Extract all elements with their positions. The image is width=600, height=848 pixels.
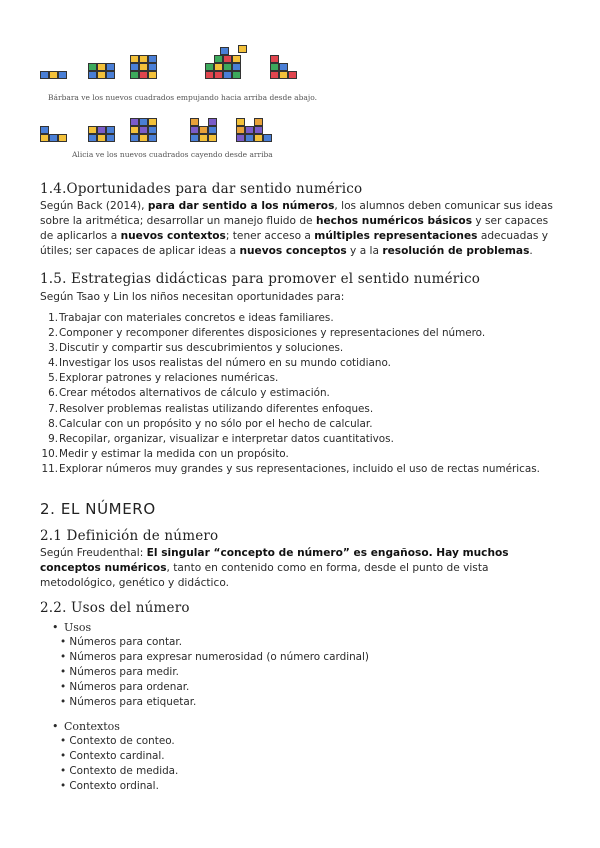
square [208,118,217,126]
square [139,126,148,134]
square [245,134,254,142]
text-span: y a la [346,245,383,257]
square [270,63,279,71]
item-text: Trabajar con materiales concretos e ideas familiares. [59,312,334,324]
item-number: 4. [48,357,58,370]
square [254,134,263,142]
item-text: Discutir y compartir sus descubrimientos y soluciones. [59,342,344,355]
square [106,71,115,79]
square [245,126,254,134]
square [236,126,245,134]
strategies-list [40,311,540,477]
item-number: 8. [48,417,58,430]
list-item: • Números para medir. [60,666,179,678]
square [139,71,148,79]
square [97,63,106,71]
square [130,126,139,134]
square [97,71,106,79]
section-1-4-heading: 1.4.Oportunidades para dar sentido numérico [40,181,363,197]
square [49,71,58,79]
item-number: 10. [41,447,58,460]
square [40,71,49,79]
text-span: Según Freudenthal: [40,547,147,559]
square [148,55,157,63]
text-span: , tanto en contenido como en forma, desde el punto de vista metodológico, genético y didáctico. [40,562,489,589]
list-item [40,447,540,462]
square [88,71,97,79]
item-text: Crear métodos alternativos de cálculo y estimación. [59,387,330,400]
square [232,55,241,63]
square [205,63,214,71]
square [97,134,106,142]
square [220,47,229,55]
square [223,55,232,63]
square [288,71,297,79]
list-item: • Contexto de medida. [60,765,179,777]
square [208,126,217,134]
square [58,134,67,142]
item-number: 6. [48,387,58,400]
bold-span: nuevos conceptos [239,245,347,257]
square [106,134,115,142]
item-text: Resolver problemas realistas utilizando diferentes enfoques. [59,402,374,415]
square [148,134,157,142]
list-item [40,432,540,447]
list-item [40,311,540,326]
item-text: Explorar números muy grandes y sus representaciones, incluido el uso de rectas numéricas. [59,462,540,475]
square [254,126,263,134]
item-number: 11. [41,462,58,475]
square [148,118,157,126]
bold-span: hechos numéricos básicos [315,215,473,227]
section-1-5-intro: Según Tsao y Lin los niños necesitan oportunidades para: [40,291,345,303]
list-item [40,462,540,477]
text-span: y ser capaces de aplicarlos a [40,215,549,242]
item-number: 9. [48,432,58,445]
list-item: • Números para expresar numerosidad (o número cardinal) [60,651,369,663]
square [223,71,232,79]
section-2-1-paragraph [40,546,562,591]
square [214,63,223,71]
square [88,134,97,142]
square [139,118,148,126]
list-item [40,341,540,356]
item-text: Investigar los usos realistas del número en su mundo cotidiano. [59,357,391,370]
section-1-4-paragraph [40,199,562,259]
square [139,134,148,142]
figure-caption-2: Alicia ve los nuevos cuadrados cayendo desde arriba [72,150,273,159]
square [148,126,157,134]
usos-list [52,620,369,710]
item-text: Recopilar, organizar, visualizar e interpretar datos cuantitativos. [59,432,394,445]
item-number: 2. [48,327,58,340]
text-span: , los alumnos deben comunicar sus ideas sobre la aritmética; desarrollar un manejo fluido de [40,200,553,227]
square [270,55,279,63]
square [139,55,148,63]
text-span: ; tener acceso a [225,230,315,242]
square [148,63,157,71]
list-item [40,386,540,401]
square [279,71,288,79]
item-text: Componer y recomponer diferentes disposiciones y representaciones del número. [59,327,486,340]
list-item: • Contexto cardinal. [60,750,165,762]
square [263,134,272,142]
contextos-heading-text: Contextos [64,720,120,733]
list-item: • Números para contar. [60,636,183,648]
square [49,134,58,142]
section-2-1-heading: 2.1 Definición de número [40,528,219,544]
square [139,63,148,71]
section-2-heading: 2. EL NÚMERO [40,500,156,518]
list-item: • Contexto ordinal. [60,780,159,792]
square [214,55,223,63]
bold-span: El singular “concepto de número” es engañoso. Hay muchos conceptos numéricos [40,547,509,574]
square [148,71,157,79]
square [223,63,232,71]
list-item [40,326,540,341]
square [279,63,288,71]
usos-heading-text: Usos [64,621,92,634]
square [199,134,208,142]
square [214,71,223,79]
item-number: 7. [48,402,58,415]
square [270,71,279,79]
item-text: Explorar patrones y relaciones numéricas. [59,372,279,385]
item-number: 3. [48,342,58,355]
square [190,118,199,126]
square [130,134,139,142]
square [236,134,245,142]
item-number: 1. [48,312,58,324]
square [58,71,67,79]
figure-caption-1: Bárbara ve los nuevos cuadrados empujando hacia arriba desde abajo. [48,93,317,102]
square [190,134,199,142]
list-item [40,356,540,371]
square [205,71,214,79]
square [130,63,139,71]
item-text: Calcular con un propósito y no sólo por el hecho de calcular. [59,417,373,430]
square [238,45,247,53]
list-item [40,371,540,386]
figure-row-1 [40,45,310,83]
square [130,55,139,63]
bold-span: múltiples representaciones [314,230,478,242]
square [232,71,241,79]
bold-span: resolución de problemas [382,245,530,257]
square [106,126,115,134]
square [40,134,49,142]
contextos-list [52,719,178,794]
list-item: • Números para ordenar. [60,681,190,693]
square [106,63,115,71]
list-item: • Números para etiquetar. [60,696,197,708]
bold-span: para dar sentido a los números [147,200,335,212]
square [190,126,199,134]
square [88,126,97,134]
square [130,71,139,79]
square [208,134,217,142]
section-2-2-heading: 2.2. Usos del número [40,600,190,616]
section-1-5-heading: 1.5. Estrategias didácticas para promover el sentido numérico [40,271,481,287]
square [199,126,208,134]
contextos-heading: • Contextos [52,720,120,733]
usos-heading: • Usos [52,621,92,634]
list-item [40,417,540,432]
square [40,126,49,134]
text-span: . [529,245,533,257]
figure-row-2 [40,116,300,148]
square [88,63,97,71]
list-item: • Contexto de conteo. [60,735,175,747]
bold-span: nuevos contextos [120,230,226,242]
square [254,118,263,126]
item-text: Medir y estimar la medida con un propósito. [59,447,289,460]
square [236,118,245,126]
text-span: adecuadas y útiles; ser capaces de aplicar ideas a [40,230,548,257]
text-span: Según Back (2014), [40,200,148,212]
list-item [40,402,540,417]
square [232,63,241,71]
square [130,118,139,126]
item-number: 5. [48,372,58,385]
square [97,126,106,134]
